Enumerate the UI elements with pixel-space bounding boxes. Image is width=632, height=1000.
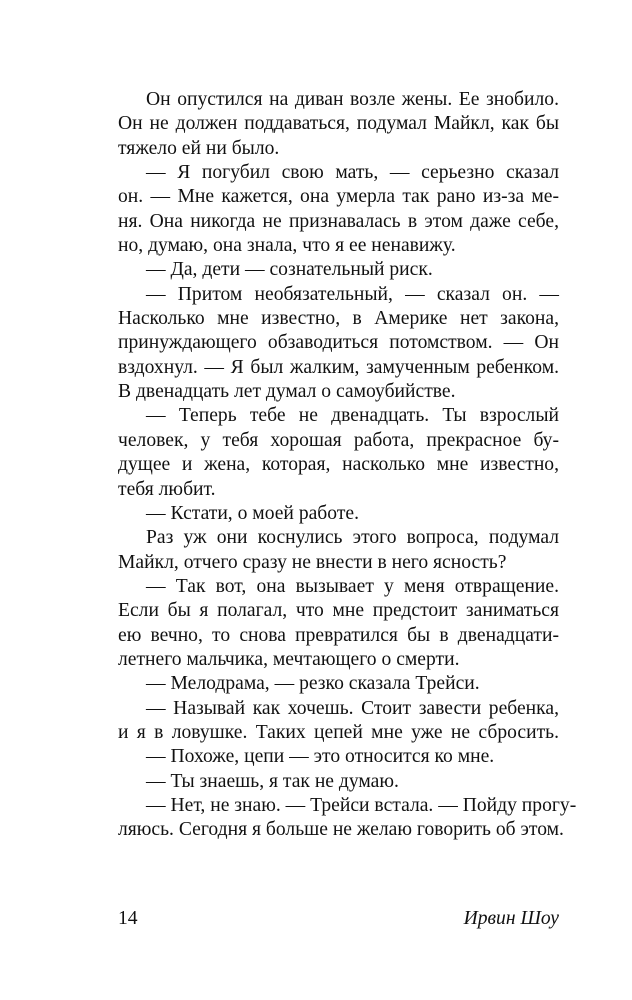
text-line: дущее и жена, которая, насколько мне известно, — [118, 454, 559, 476]
text-line: Насколько мне известно, в Америке нет закона, — [118, 308, 559, 330]
text-line: Если бы я полагал, что мне предстоит заниматься — [118, 600, 559, 622]
page-footer — [118, 906, 559, 932]
text-line: — Я погубил свою мать, — серьезно сказал — [146, 162, 559, 184]
text-line: — Притом необязательный, — сказал он. — — [146, 283, 559, 305]
text-line: — Да, дети — сознательный риск. — [146, 259, 433, 281]
text-line: тяжело ей ни было. — [118, 137, 280, 159]
text-line: тебя любит. — [118, 478, 216, 500]
text-line: — Нет, не знаю. — Трейси встала. — Пойду прогу- — [146, 794, 577, 816]
text-line: Он не должен поддаваться, подумал Майкл, как бы — [118, 113, 559, 135]
text-line: — Так вот, она вызывает у меня отвращение. — [146, 575, 559, 597]
text-line: ня. Она никогда не признавалась в этом даже себе, — [118, 210, 559, 232]
text-line: и я в ловушке. Таких цепей мне уже не сбросить. — [118, 721, 559, 743]
text-line: Раз уж они коснулись этого вопроса, подумал — [146, 527, 559, 549]
text-line: летнего мальчика, мечтающего о смерти. — [118, 648, 460, 670]
text-line: — Мелодрама, — резко сказала Трейси. — [146, 673, 480, 695]
text-line: он. — Мне кажется, она умерла так рано из-за ме- — [118, 186, 559, 208]
text-line: человек, у тебя хорошая работа, прекрасное бу- — [118, 429, 559, 451]
text-line: — Называй как хочешь. Стоит завести ребенка, — [146, 697, 559, 719]
page-number: 14 — [118, 908, 138, 929]
body-text — [118, 88, 577, 843]
text-line: принуждающего обзаводиться потомством. — Он — [118, 332, 559, 354]
text-line: ляюсь. Сегодня я больше не желаю говорить об этом. — [118, 819, 564, 841]
text-line: ею вечно, то снова превратился бы в двенадцати- — [118, 624, 559, 646]
running-footer-author: Ирвин Шоу — [463, 908, 559, 929]
text-line: вздохнул. — Я был жалким, замученным ребенком. — [118, 356, 559, 378]
text-line: — Теперь тебе не двенадцать. Ты взрослый — [146, 405, 559, 427]
text-line: В двенадцать лет думал о самоубийстве. — [118, 381, 456, 403]
text-line: — Похоже, цепи — это относится ко мне. — [146, 746, 495, 768]
text-line: Майкл, отчего сразу не внести в него ясность? — [118, 551, 507, 573]
text-line: но, думаю, она знала, что я ее ненавижу. — [118, 235, 456, 257]
text-line: — Ты знаешь, я так не думаю. — [146, 770, 399, 792]
text-line: — Кстати, о моей работе. — [146, 502, 359, 524]
text-line: Он опустился на диван возле жены. Ее знобило. — [146, 89, 559, 110]
